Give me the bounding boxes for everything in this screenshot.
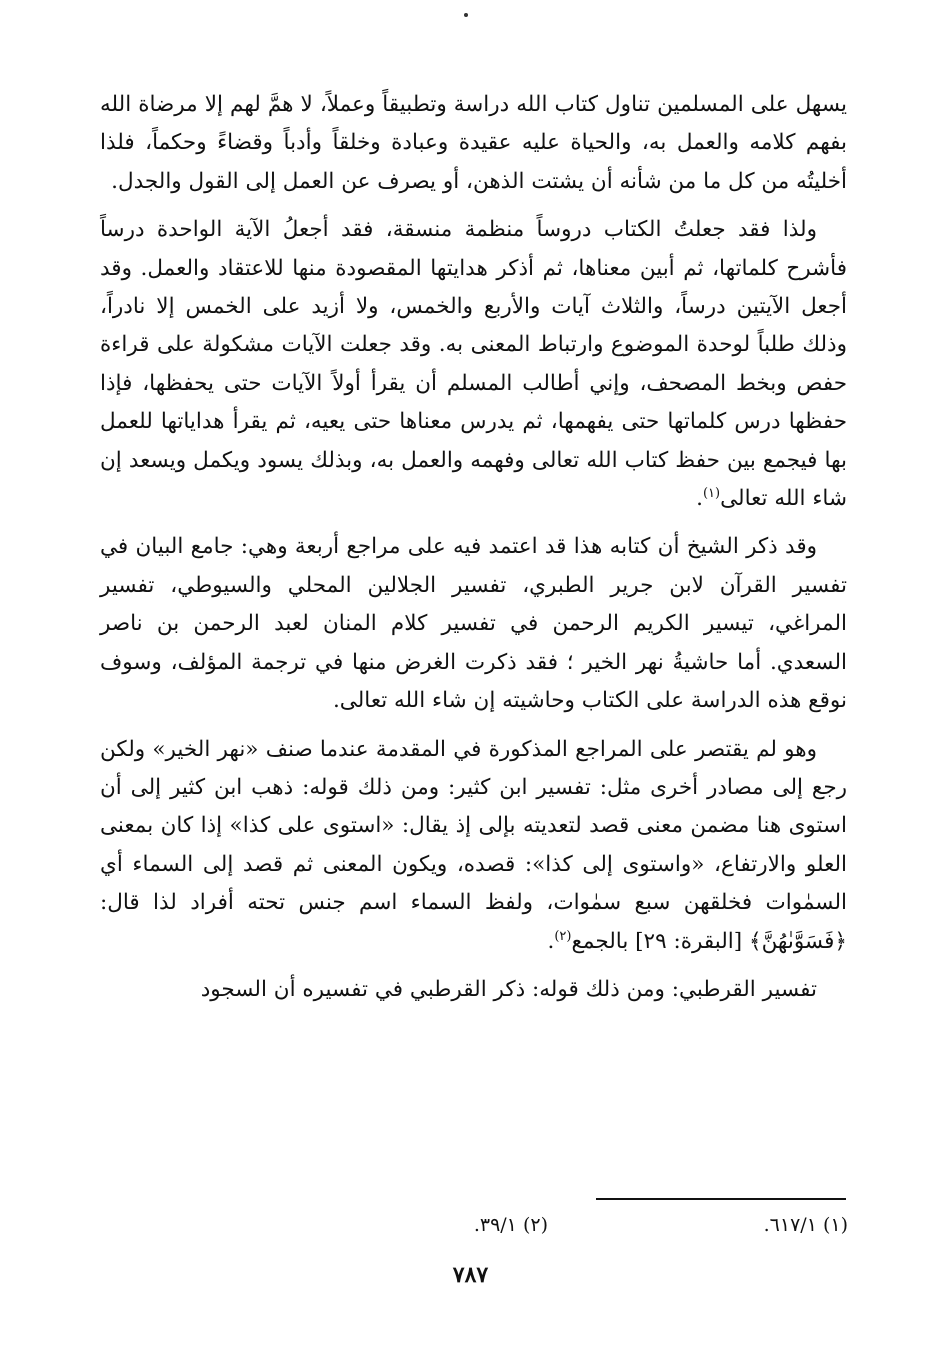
footnote-separator [596, 1198, 846, 1200]
paragraph-4-end: . [547, 928, 555, 954]
paragraph-3: وقد ذكر الشيخ أن كتابه هذا قد اعتمد فيه على مراجع أربعة وهي: جامع البيان في تفسير القرآن لابن جرير الطبري، تفسير الجلالين المحلي والسيوطي، تفسير المراغي، تيسير الكريم الرحمن في تفسير كلام المنان لعبد الرحمن بن ناصر السعدي. أما حاشيةُ نهر الخير ؛ فقد ذكرت الغرض منها في ترجمة المؤلف، وسوف نوقع هذه الدراسة على الكتاب وحاشيته إن شاء الله تعالى. [100, 534, 847, 714]
page-number: ٧٨٧ [452, 1262, 489, 1288]
paragraph-2 [100, 211, 847, 518]
footnote-marker-1: (١) [702, 485, 721, 501]
page-top-dot [464, 13, 468, 17]
main-text [100, 86, 847, 1019]
paragraph-4-text: وهو لم يقتصر على المراجع المذكورة في المقدمة عندما صنف «نهر الخير» ولكن رجع إلى مصادر أخرى مثل: تفسير ابن كثير: ومن ذلك قوله: ذهب ابن كثير إلى أن استوى هنا مضمن معنى قصد لتعديته بإلى إذ يقال: «استوى على كذا» إذا كان بمعنى العلو والارتفاع، «واستوى إلى كذا»: قصده، ويكون المعنى ثم قصد إلى السماء أي السمٰوات فخلقهن سبع سمٰوات، ولفظ السماء اسم جنس تحته أفراد لذا قال: ﴿فَسَوَّىٰهُنَّ﴾ [البقرة: ٢٩] بالجمع [100, 736, 847, 954]
paragraph-4 [100, 731, 847, 961]
footnotes [300, 1214, 848, 1244]
paragraph-2-end: . [696, 486, 703, 512]
paragraph-2-text: ولذا فقد جعلتُ الكتاب دروساً منظمة منسقة، فقد أجعلُ الآية الواحدة درساً فأشرح كلماتها، ثم أبين معناها، ثم أذكر هدايتها المقصودة منها للاعتقاد والعمل. وقد أجعل الآيتين درساً، والثلاث آيات والأربع والخمس، ولا أزيد على الخمس إلا نادراً، وذلك طلباً لوحدة الموضوع وارتباط المعنى به. وقد جعلت الآيات مشكولة على قراءة حفص وبخط المصحف، وإني أطالب المسلم أن يقرأ أولاً الآيات حتى يحفظها، فإذا حفظها درس كلماتها حتى يفهمها، ثم يدرس معناها حتى يعيه، ثم يقرأ هداياتها للعمل بها فيجمع بين حفظ كتاب الله تعالى وفهمه والعمل به، وبذلك يسود ويكمل ويسعد إن شاء الله تعالى [100, 217, 847, 512]
paragraph-5: تفسير القرطبي: ومن ذلك قوله: ذكر القرطبي في تفسيره أن السجود [200, 976, 817, 1002]
footnote-2: (٢) ٣٩/١. [473, 1214, 548, 1236]
footnote-1: (١) ٦١٧/١. [763, 1214, 848, 1236]
footnote-marker-2: (٢) [554, 928, 572, 944]
paragraph-1: يسهل على المسلمين تناول كتاب الله دراسة وتطبيقاً وعملاً، لا همَّ لهم إلا مرضاة الله بفهم كلامه والعمل به، والحياة عليه عقيدة وعبادة وخلقاً وأدباً وقضاءً وحكماً، فلذا أخليتُه من كل ما من شأنه أن يشتت الذهن، أو يصرف عن العمل إلى القول والجدل. [100, 92, 847, 194]
